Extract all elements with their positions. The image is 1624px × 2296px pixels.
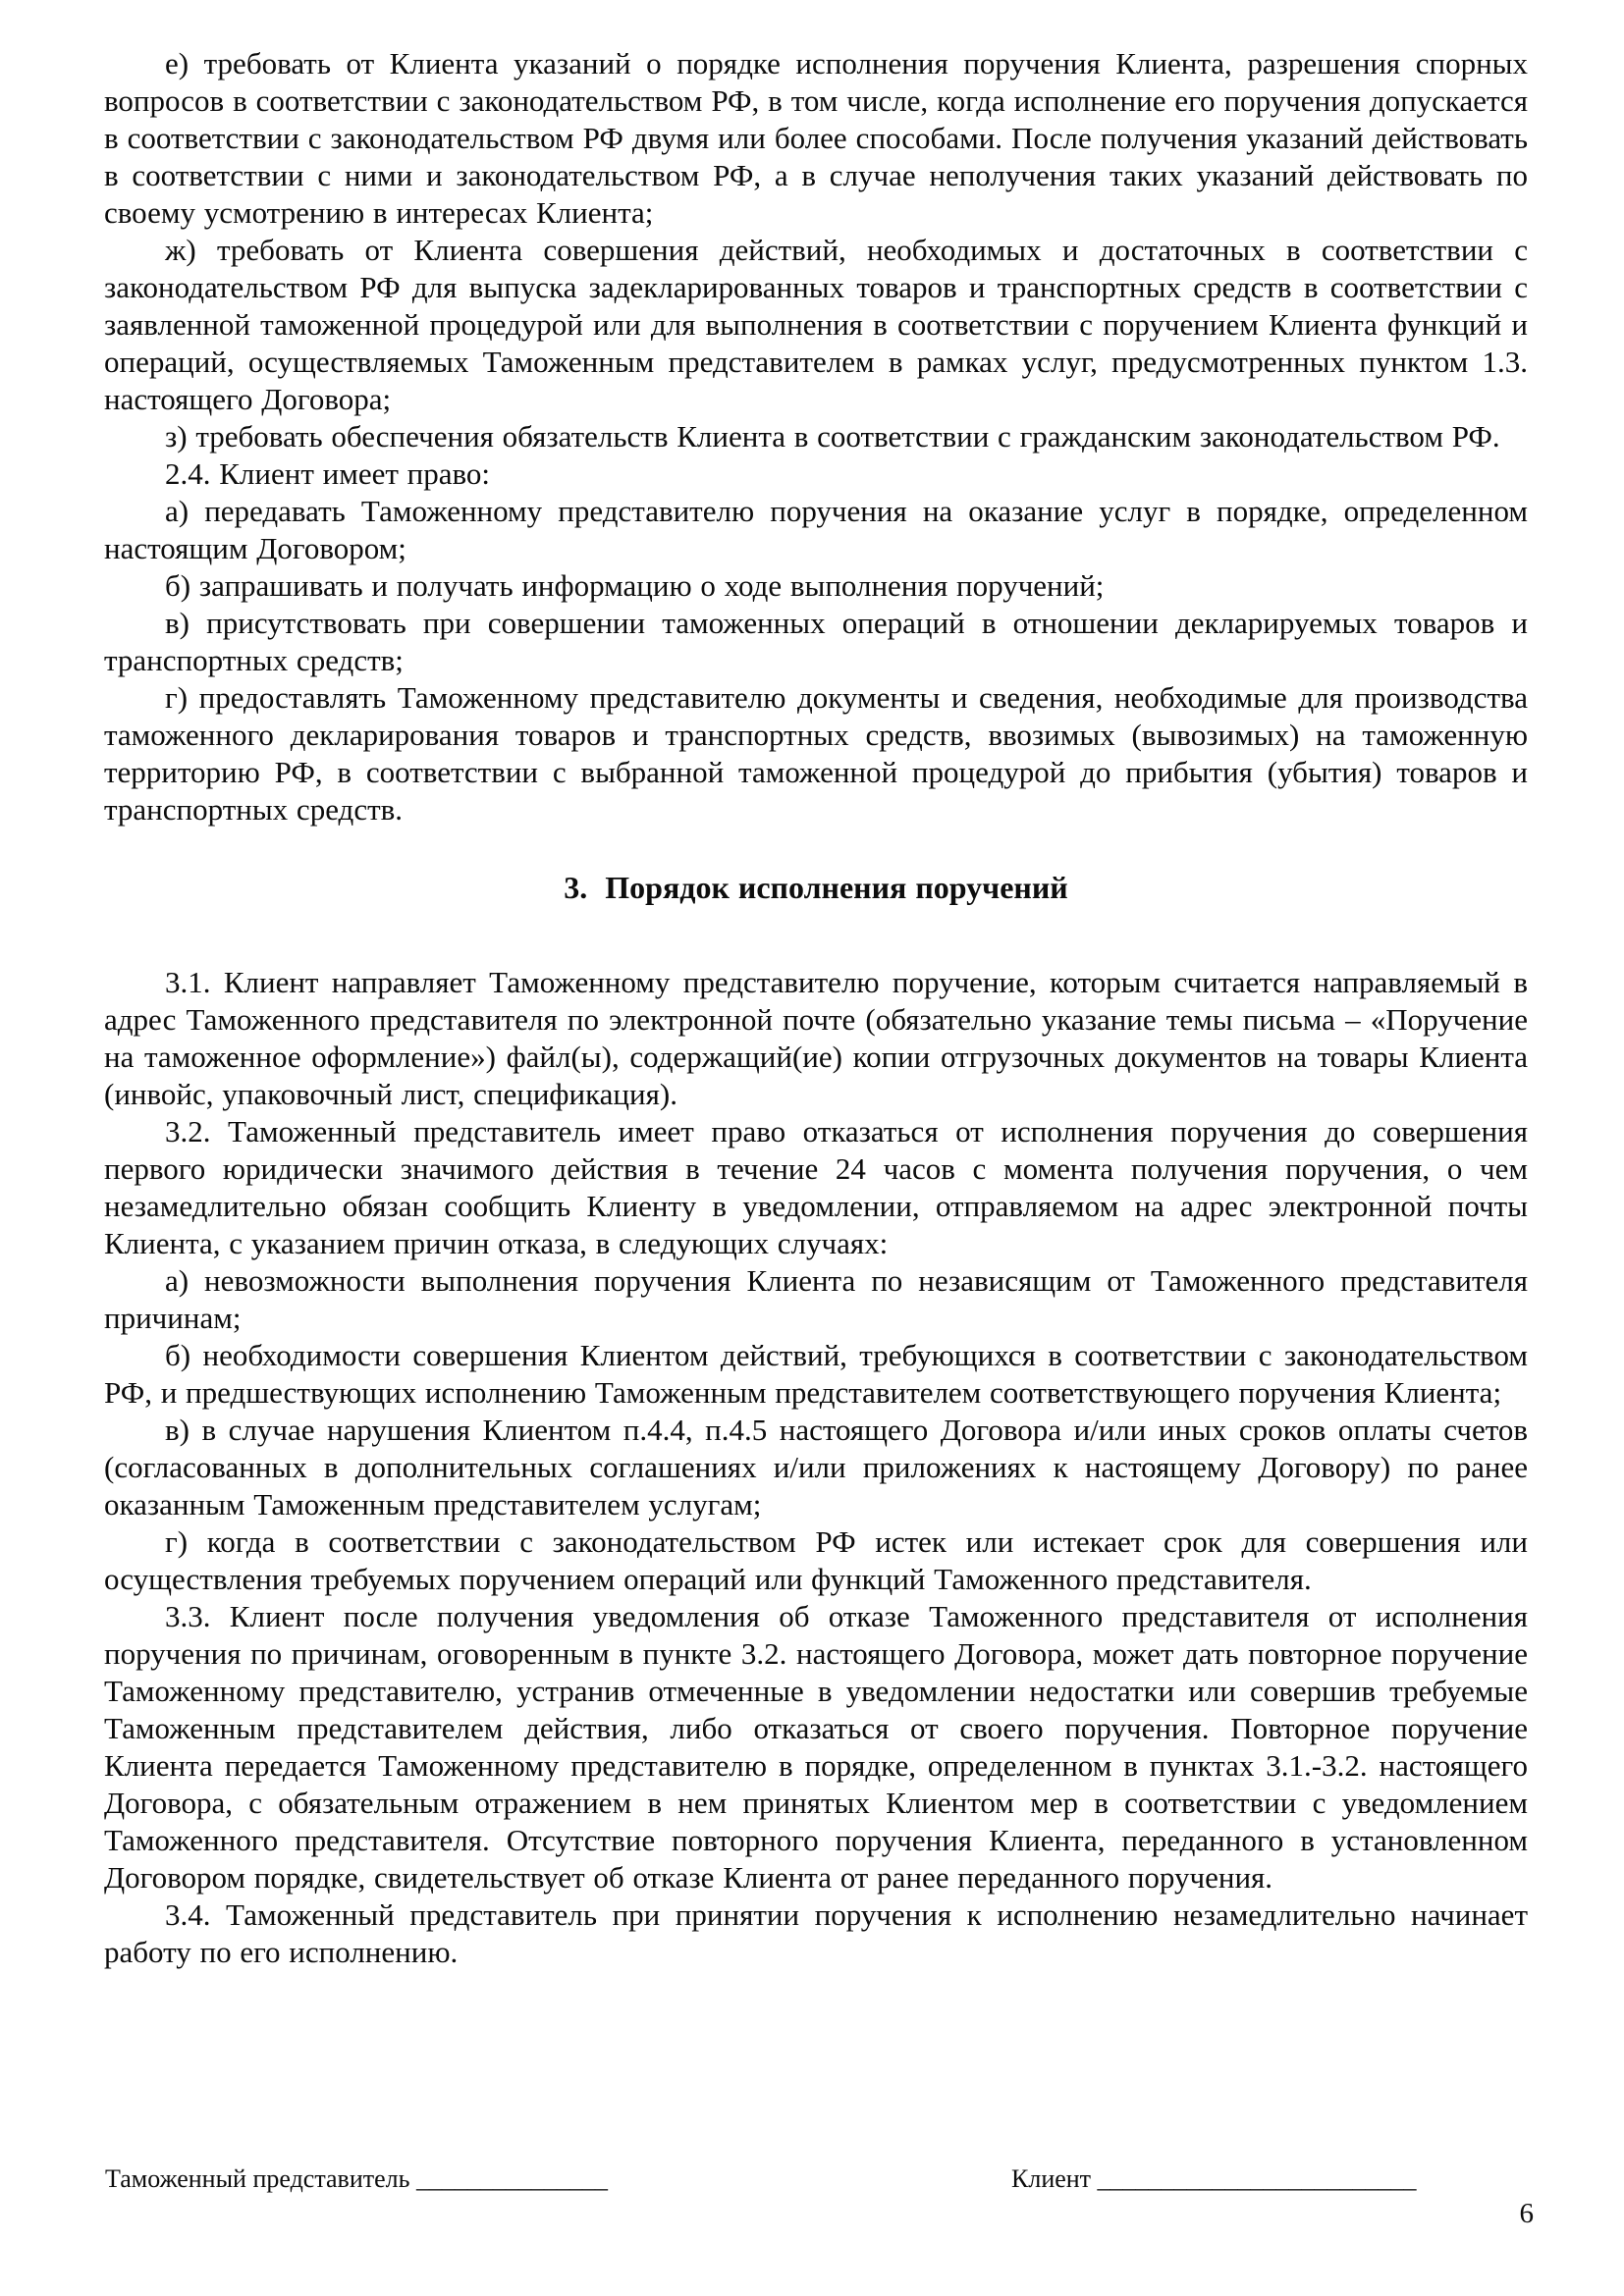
page-number: 6 [1519, 2198, 1534, 2229]
clause-3-2-a-paragraph: а) невозможности выполнения поручения Клиента по независящим от Таможенного представителя причинам; [104, 1263, 1528, 1335]
section-3-heading: 3. Порядок исполнения поручений [564, 870, 1068, 905]
clause-3-1-paragraph: 3.1. Клиент направляет Таможенному представителю поручение, которым считается направляемый в адрес Таможенного представителя по электронной почте (обязательно указание темы письма – «Поручение на таможенное оформление») файл(ы), содержащий(ие) копии отгрузочных документов на товары Клиента (инвойс, упаковочный лист, спецификация). [104, 965, 1528, 1111]
customs-rep-signature-line: _______________ [415, 2164, 608, 2193]
clause-2-4-g-paragraph: г) предоставлять Таможенному представителю документы и сведения, необходимые для производства таможенного декларирования товаров и транспортных средств, ввозимых (вывозимых) на таможенную территорию РФ, в соответствии с выбранной таможенной процедурой до прибытия (убытия) товаров и транспортных средств. [104, 680, 1528, 827]
customs-rep-signature-block [105, 2164, 608, 2194]
clause-3-2-paragraph: 3.2. Таможенный представитель имеет право отказаться от исполнения поручения до совершения первого юридически значимого действия в течение 24 часов с момента получения поручения, о чем незамедлительно обязан сообщить Клиенту в уведомлении, отправляемом на адрес электронной почты Клиента, с указанием причин отказа, в следующих случаях: [104, 1114, 1528, 1260]
clause-2-4-v-paragraph: в) присутствовать при совершении таможенных операций в отношении декларируемых товаров и транспортных средств; [104, 606, 1528, 677]
clause-z-paragraph: з) требовать обеспечения обязательств Клиента в соответствии с гражданским законодательством РФ. [165, 419, 1500, 454]
client-signature-label: Клиент [1011, 2164, 1092, 2193]
clause-2-4-a-paragraph: а) передавать Таможенному представителю поручения на оказание услуг в порядке, определенном настоящим Договором; [104, 494, 1528, 565]
clause-3-2-g-paragraph: г) когда в соответствии с законодательством РФ истек или истекает срок для совершения или осуществления требуемых поручением операций или функций Таможенного представителя. [104, 1524, 1528, 1596]
clause-2-4-b-paragraph: б) запрашивать и получать информацию о ходе выполнения поручений; [165, 568, 1105, 603]
clause-3-2-b-paragraph: б) необходимости совершения Клиентом действий, требующихся в соответствии с законодательством РФ, и предшествующих исполнению Таможенным представителем соответствующего поручения Клиента; [104, 1338, 1528, 1410]
clause-e-paragraph: е) требовать от Клиента указаний о порядке исполнения поручения Клиента, разрешения спорных вопросов в соответствии с законодательством РФ, в том числе, когда исполнение его поручения допускается в соответствии с законодательством РФ двумя или более способами. После получения указаний действовать в соответствии с ними и законодательством РФ, а в случае неполучения таких указаний действовать по своему усмотрению в интересах Клиента; [104, 46, 1528, 230]
client-signature-block [1011, 2164, 1417, 2194]
clause-2-4-paragraph: 2.4. Клиент имеет право: [165, 456, 491, 491]
contract-body [104, 45, 1528, 1971]
signature-footer [0, 2164, 1624, 2198]
client-signature-line: _________________________ [1097, 2164, 1417, 2193]
clause-3-3-paragraph: 3.3. Клиент после получения уведомления об отказе Таможенного представителя от исполнения поручения по причинам, оговоренным в пункте 3.2. настоящего Договора, может дать повторное поручение Таможенному представителю, устранив отмеченные в уведомлении недостатки или совершив требуемые Таможенным представителем действия, либо отказаться от своего поручения. Повторное поручение Клиента передается Таможенному представителю в порядке, определенном в пунктах 3.1.-3.2. настоящего Договора, с обязательным отражением в нем принятых Клиентом мер в соответствии с уведомлением Таможенного представителя. Отсутствие повторного поручения Клиента, переданного в установленном Договором порядке, свидетельствует об отказе Клиента от ранее переданного поручения. [104, 1599, 1528, 1895]
clause-3-2-v-paragraph: в) в случае нарушения Клиентом п.4.4, п.4.5 настоящего Договора и/или иных сроков оплаты счетов (согласованных в дополнительных соглашениях и/или приложениях к настоящему Договору) по ранее оказанным Таможенным представителем услугам; [104, 1413, 1528, 1522]
clause-zh-paragraph: ж) требовать от Клиента совершения действий, необходимых и достаточных в соответствии с законодательством РФ для выпуска задекларированных товаров и транспортных средств в соответствии с заявленной таможенной процедурой или для выполнения в соответствии с поручением Клиента функций и операций, осуществляемых Таможенным представителем в рамках услуг, предусмотренных пунктом 1.3. настоящего Договора; [104, 233, 1528, 416]
customs-rep-signature-label: Таможенный представитель [105, 2164, 410, 2193]
clause-3-4-paragraph: 3.4. Таможенный представитель при принятии поручения к исполнению незамедлительно начинает работу по его исполнению. [104, 1897, 1528, 1969]
